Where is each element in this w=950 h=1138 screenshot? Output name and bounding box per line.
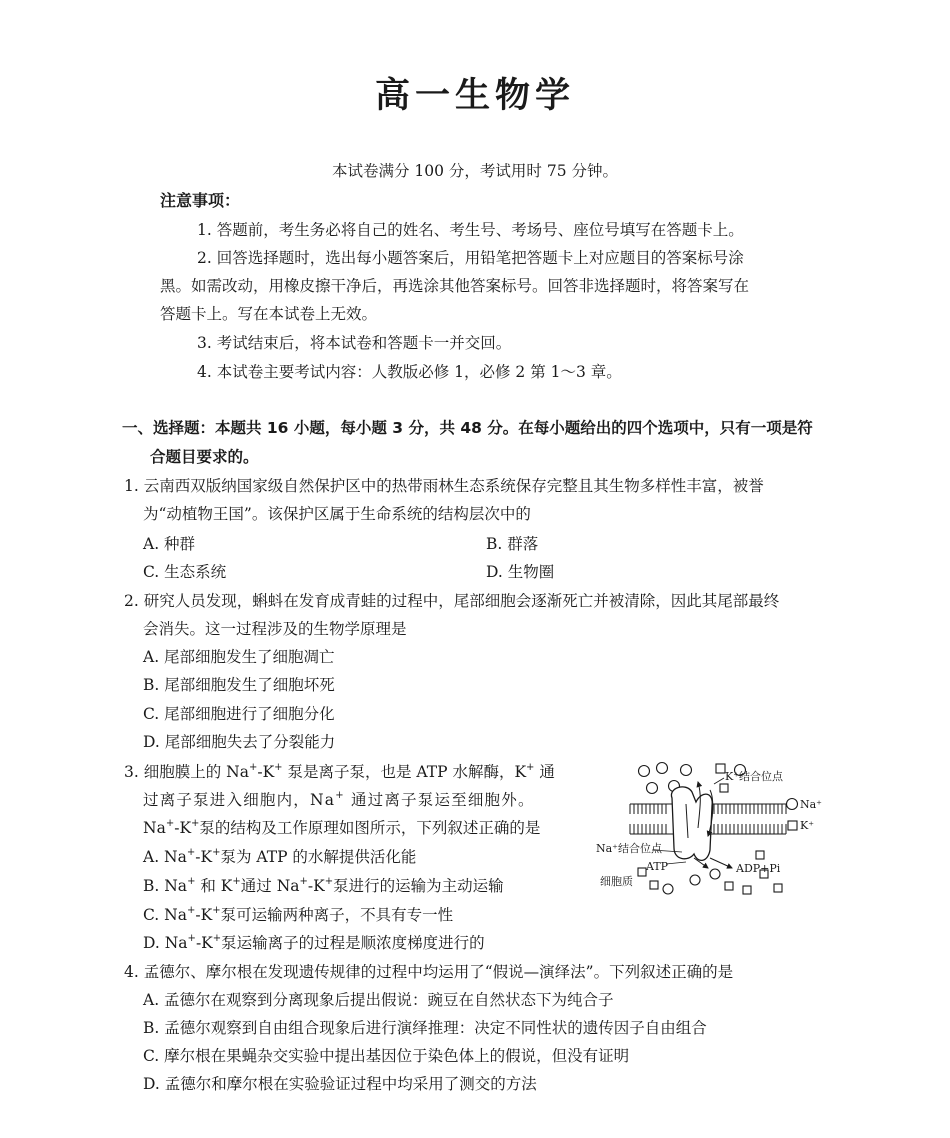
- note-item: 2. 回答选择题时，选出每小题答案后，用铅笔把答题卡上对应题目的答案标号涂: [197, 249, 744, 267]
- question-1-stem: 为“动植物王国”。该保护区属于生命系统的结构层次中的: [143, 505, 531, 523]
- adp-pi-label: ADP+Pi: [736, 862, 781, 875]
- question-2-option-d: D. 尾部细胞失去了分裂能力: [143, 733, 336, 751]
- sodium-potassium-pump-diagram: [590, 758, 830, 908]
- question-2-option-a: A. 尾部细胞发生了细胞凋亡: [143, 648, 335, 666]
- k-legend-icon: [788, 821, 797, 830]
- question-4-option-d: D. 孟德尔和摩尔根在实验验证过程中均采用了测交的方法: [143, 1075, 537, 1093]
- atp-label: ATP: [646, 860, 669, 873]
- note-item: 3. 考试结束后，将本试卷和答题卡一并交回。: [197, 334, 512, 352]
- na-legend-label: Na⁺: [800, 798, 822, 811]
- question-2-option-b: B. 尾部细胞发生了细胞坏死: [143, 676, 335, 694]
- question-2-stem: 2. 研究人员发现，蝌蚪在发育成青蛙的过程中，尾部细胞会逐渐死亡并被清除，因此其尾部最终: [124, 592, 780, 610]
- question-3-option-c: C. Na+-K+泵可运输两种离子，不具有专一性: [143, 904, 454, 924]
- page-title: 高一生物学: [374, 76, 575, 116]
- section-heading: 合题目要求的。: [150, 448, 259, 466]
- note-item: 1. 答题前，考生务必将自己的姓名、考生号、考场号、座位号填写在答题卡上。: [197, 221, 744, 239]
- question-1-option-b: B. 群落: [486, 535, 539, 553]
- question-3-stem: Na+-K+泵的结构及工作原理如图所示，下列叙述正确的是: [143, 817, 541, 837]
- question-3-option-a: A. Na+-K+泵为 ATP 的水解提供活化能: [143, 846, 417, 866]
- question-3-option-d: D. Na+-K+泵运输离子的过程是顺浓度梯度进行的: [143, 932, 485, 952]
- pump-protein: [671, 787, 712, 861]
- note-item: 答题卡上。写在本试卷上无效。: [160, 305, 378, 323]
- question-3-stem: 过离子泵进入细胞内，Na+ 通过离子泵运至细胞外。: [143, 789, 535, 809]
- question-4-stem: 4. 孟德尔、摩尔根在发现遗传规律的过程中均运用了“假说—演绎法”。下列叙述正确的是: [124, 963, 734, 981]
- exam-info: 本试卷满分 100 分，考试用时 75 分钟。: [331, 162, 619, 180]
- question-4-option-a: A. 孟德尔在观察到分离现象后提出假说：豌豆在自然状态下为纯合子: [143, 991, 614, 1009]
- question-3-option-b: B. Na+ 和 K+通过 Na+-K+泵进行的运输为主动运输: [143, 875, 504, 895]
- question-1-stem: 1. 云南西双版纳国家级自然保护区中的热带雨林生态系统保存完整且其生物多样性丰富，被誉: [124, 477, 764, 495]
- question-2-stem: 会消失。这一过程涉及的生物学原理是: [143, 620, 407, 638]
- question-3-stem: 3. 细胞膜上的 Na+-K+ 泵是离子泵，也是 ATP 水解酶，K+ 通: [124, 761, 555, 781]
- question-4-option-c: C. 摩尔根在果蝇杂交实验中提出基因位于染色体上的假说，但没有证明: [143, 1047, 630, 1065]
- question-2-option-c: C. 尾部细胞进行了细胞分化: [143, 705, 335, 723]
- k-legend-label: K⁺: [800, 819, 815, 832]
- question-4-option-b: B. 孟德尔观察到自由组合现象后进行演绎推理：决定不同性状的遗传因子自由组合: [143, 1019, 707, 1037]
- note-item: 4. 本试卷主要考试内容：人教版必修 1，必修 2 第 1～3 章。: [197, 363, 622, 381]
- k-binding-site-label: K⁺结合位点: [725, 770, 784, 783]
- question-1-option-a: A. 种群: [143, 535, 196, 553]
- note-item: 黑。如需改动，用橡皮擦干净后，再选涂其他答案标号。回答非选择题时，将答案写在: [160, 277, 750, 295]
- section-heading: 一、选择题：本题共 16 小题，每小题 3 分，共 48 分。在每小题给出的四个选项中，只有一项是符: [122, 419, 813, 437]
- cytoplasm-label: 细胞质: [600, 875, 633, 888]
- na-binding-site-label: Na⁺结合位点: [596, 842, 662, 855]
- question-1-option-d: D. 生物圈: [486, 563, 555, 581]
- notes-heading: 注意事项：: [160, 191, 241, 210]
- na-legend-icon: [787, 799, 798, 810]
- question-1-option-c: C. 生态系统: [143, 563, 227, 581]
